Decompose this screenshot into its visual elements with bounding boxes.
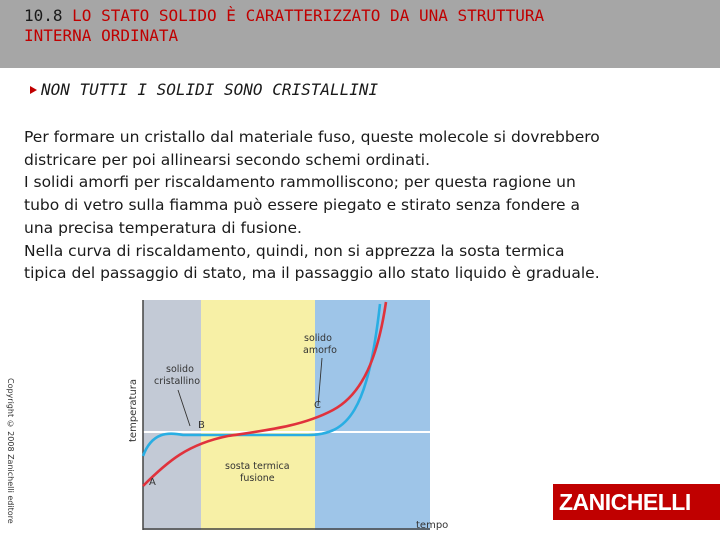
- region-left: [143, 300, 201, 530]
- label-amorphous-line2: amorfo: [303, 345, 337, 356]
- label-crystal-line2: cristallino: [154, 376, 201, 387]
- region-right: [315, 300, 430, 530]
- label-crystal-line1: solido: [166, 364, 194, 375]
- paragraph-line: Nella curva di riscaldamento, quindi, non si apprezza la sosta termica: [24, 241, 565, 260]
- title-line-2: INTERNA ORDINATA: [24, 26, 179, 45]
- y-axis-label: temperatura: [128, 378, 139, 442]
- title-line-1: LO STATO SOLIDO È CARATTERIZZATO DA UNA STRUTTURA: [72, 6, 545, 25]
- paragraph-line: una precisa temperatura di fusione.: [24, 218, 302, 237]
- header-bar: [0, 0, 720, 68]
- triangle-right-icon: [30, 86, 37, 94]
- bullet-heading: [30, 79, 378, 99]
- point-b-label: B: [198, 420, 205, 431]
- label-plateau-line1: sosta termica: [225, 461, 290, 472]
- x-axis-label: tempo: [416, 520, 448, 530]
- zanichelli-logo: ZANICHELLI: [553, 484, 720, 520]
- paragraph-line: I solidi amorfi per riscaldamento rammolliscono; per questa ragione un: [24, 173, 576, 192]
- region-middle: [201, 300, 315, 530]
- paragraph-line: tipica del passaggio di stato, ma il passaggio allo stato liquido è graduale.: [24, 264, 600, 283]
- section-number: 10.8: [24, 6, 63, 25]
- paragraph-line: districare per poi allinearsi secondo schemi ordinati.: [24, 150, 431, 169]
- bullet-text: NON TUTTI I SOLIDI SONO CRISTALLINI: [41, 79, 379, 99]
- paragraph-line: Per formare un cristallo dal materiale fuso, queste molecole si dovrebbero: [24, 128, 600, 146]
- copyright-notice: Copyright © 2008 Zanichelli editore: [6, 378, 15, 524]
- paragraph-line: tubo di vetro sulla fiamma può essere piegato e stirato senza fondere a: [24, 196, 580, 215]
- heating-curve-diagram: [118, 286, 448, 530]
- label-amorphous-line1: solido: [304, 333, 332, 344]
- body-paragraph: [24, 126, 714, 285]
- point-c-label: C: [314, 400, 321, 411]
- label-plateau-line2: fusione: [240, 473, 275, 484]
- point-a-label: A: [149, 477, 156, 488]
- slide-title: [24, 6, 704, 46]
